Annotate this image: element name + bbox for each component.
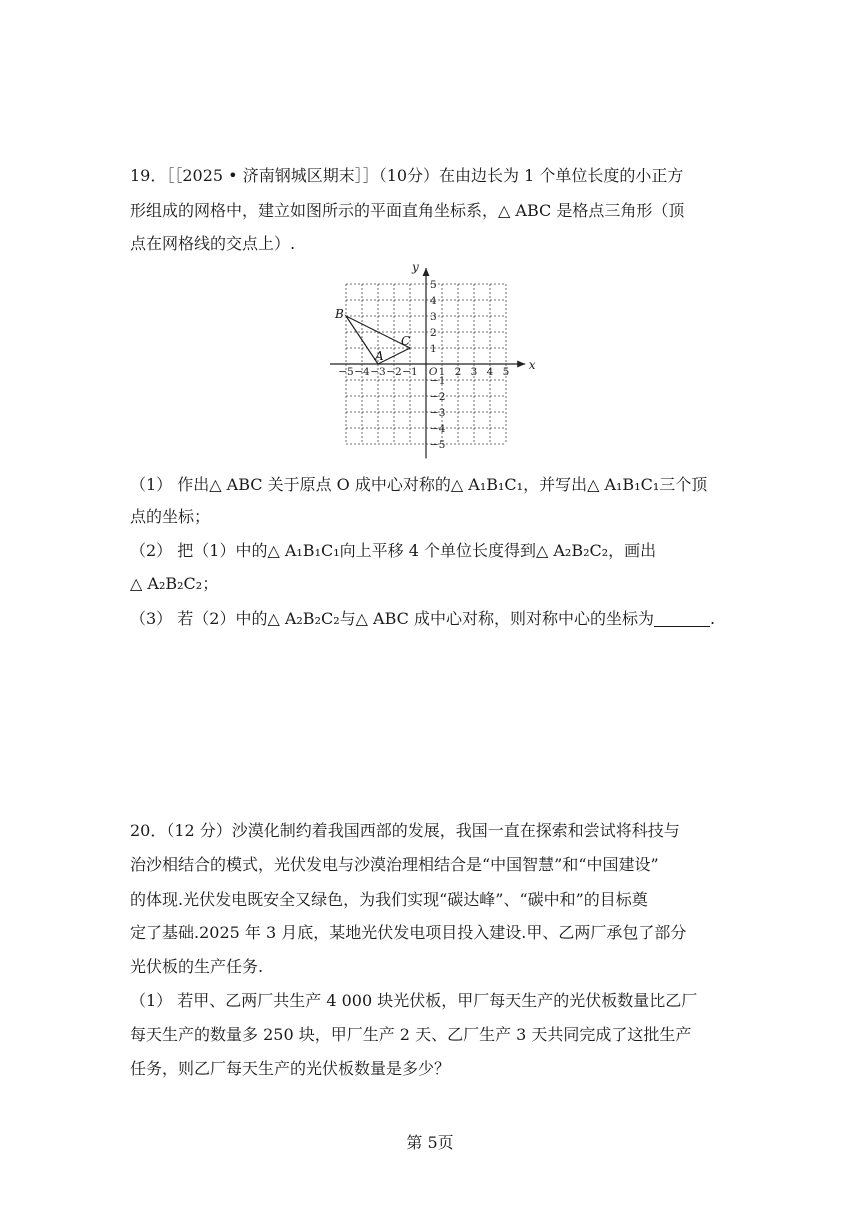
q20-part1-line-1: （1） 若甲、乙两厂共生产 4 000 块光伏板，甲厂每天生产的光伏板数量比乙厂 [130,991,698,1010]
q19-part3-line [130,608,750,630]
origin-label: O [428,366,438,378]
q19-line-2: 形组成的网格中，建立如图所示的平面直角坐标系，△ ABC 是格点三角形（顶 [130,201,685,220]
x-tick-label: −5 [338,366,354,378]
x-tick-label: −3 [370,366,386,378]
x-axis-arrow [517,361,525,368]
q19-line-3: 点在网格线的交点上）. [130,234,296,253]
q20-line-3: 的体现.光伏发电既安全又绿色，为我们实现“碳达峰”、“碳中和”的目标奠 [130,890,648,909]
vertex-label-b: B [335,307,344,321]
y-tick-label: −1 [430,375,446,387]
x-tick-label: 3 [470,366,478,378]
x-tick-label: 5 [502,366,510,378]
y-tick-label: 2 [430,327,437,339]
y-axis-label: y [412,262,419,275]
x-axis-label: x [528,358,536,372]
q20-line-1: 20．（12 分）沙漠化制约着我国西部的发展，我国一直在探索和尝试将科技与 [130,821,680,840]
q19-part1-line-2: 点的坐标； [130,507,211,526]
q19-part3-end: . [709,609,716,628]
y-tick-label: 3 [430,311,437,323]
q19-part2-line-2: △ A₂B₂C₂； [130,574,219,593]
y-axis-arrow [423,268,430,276]
coordinate-grid-figure [320,262,540,462]
x-tick-label: −4 [354,366,370,378]
q20-line-5: 光伏板的生产任务. [130,957,264,976]
x-tick-label: 1 [438,366,446,378]
q20-part1-line-2: 每天生产的数量多 250 块，甲厂生产 2 天、乙厂生产 3 天共同完成了这批生产 [130,1025,692,1044]
x-tick-label: 2 [454,366,462,378]
x-tick-label: −2 [386,366,402,378]
x-tick-label: −1 [402,366,418,378]
y-tick-label: −4 [430,423,446,435]
y-tick-label: 5 [430,279,437,291]
q19-part2-line-1: （2） 把（1）中的△ A₁B₁C₁向上平移 4 个单位长度得到△ A₂B₂C₂，画出 [130,541,657,560]
y-tick-label: 1 [430,343,437,355]
q20-part1-line-3: 任务，则乙厂每天生产的光伏板数量是多少？ [130,1059,451,1078]
page-number: 第 5页 [406,1133,454,1152]
q19-line-1: 19．［［2025 • 济南钢城区期末］］（10分）在由边长为 1 个单位长度的小正方 [130,166,684,185]
y-tick-label: 4 [430,295,437,307]
y-tick-label: −5 [430,439,446,451]
vertex-label-c: C [401,334,411,348]
q19-part3-text: （3） 若（2）中的△ A₂B₂C₂与△ ABC 成中心对称，则对称中心的坐标为 [130,609,654,628]
answer-blank[interactable] [654,610,710,627]
q19-part1-line-1: （1） 作出△ ABC 关于原点 O 成中心对称的△ A₁B₁C₁，并写出△ A₁B₁C₁三个顶 [130,475,708,494]
q20-line-2: 治沙相结合的模式，光伏发电与沙漠治理相结合是“中国智慧”和“中国建设” [130,855,659,874]
y-tick-label: −3 [430,407,446,419]
q20-line-4: 定了基础.2025 年 3 月底，某地光伏发电项目投入建设.甲、乙两厂承包了部分 [130,923,687,942]
vertex-label-a: A [375,349,384,363]
x-tick-label: 4 [486,366,494,378]
y-tick-label: −2 [430,391,446,403]
